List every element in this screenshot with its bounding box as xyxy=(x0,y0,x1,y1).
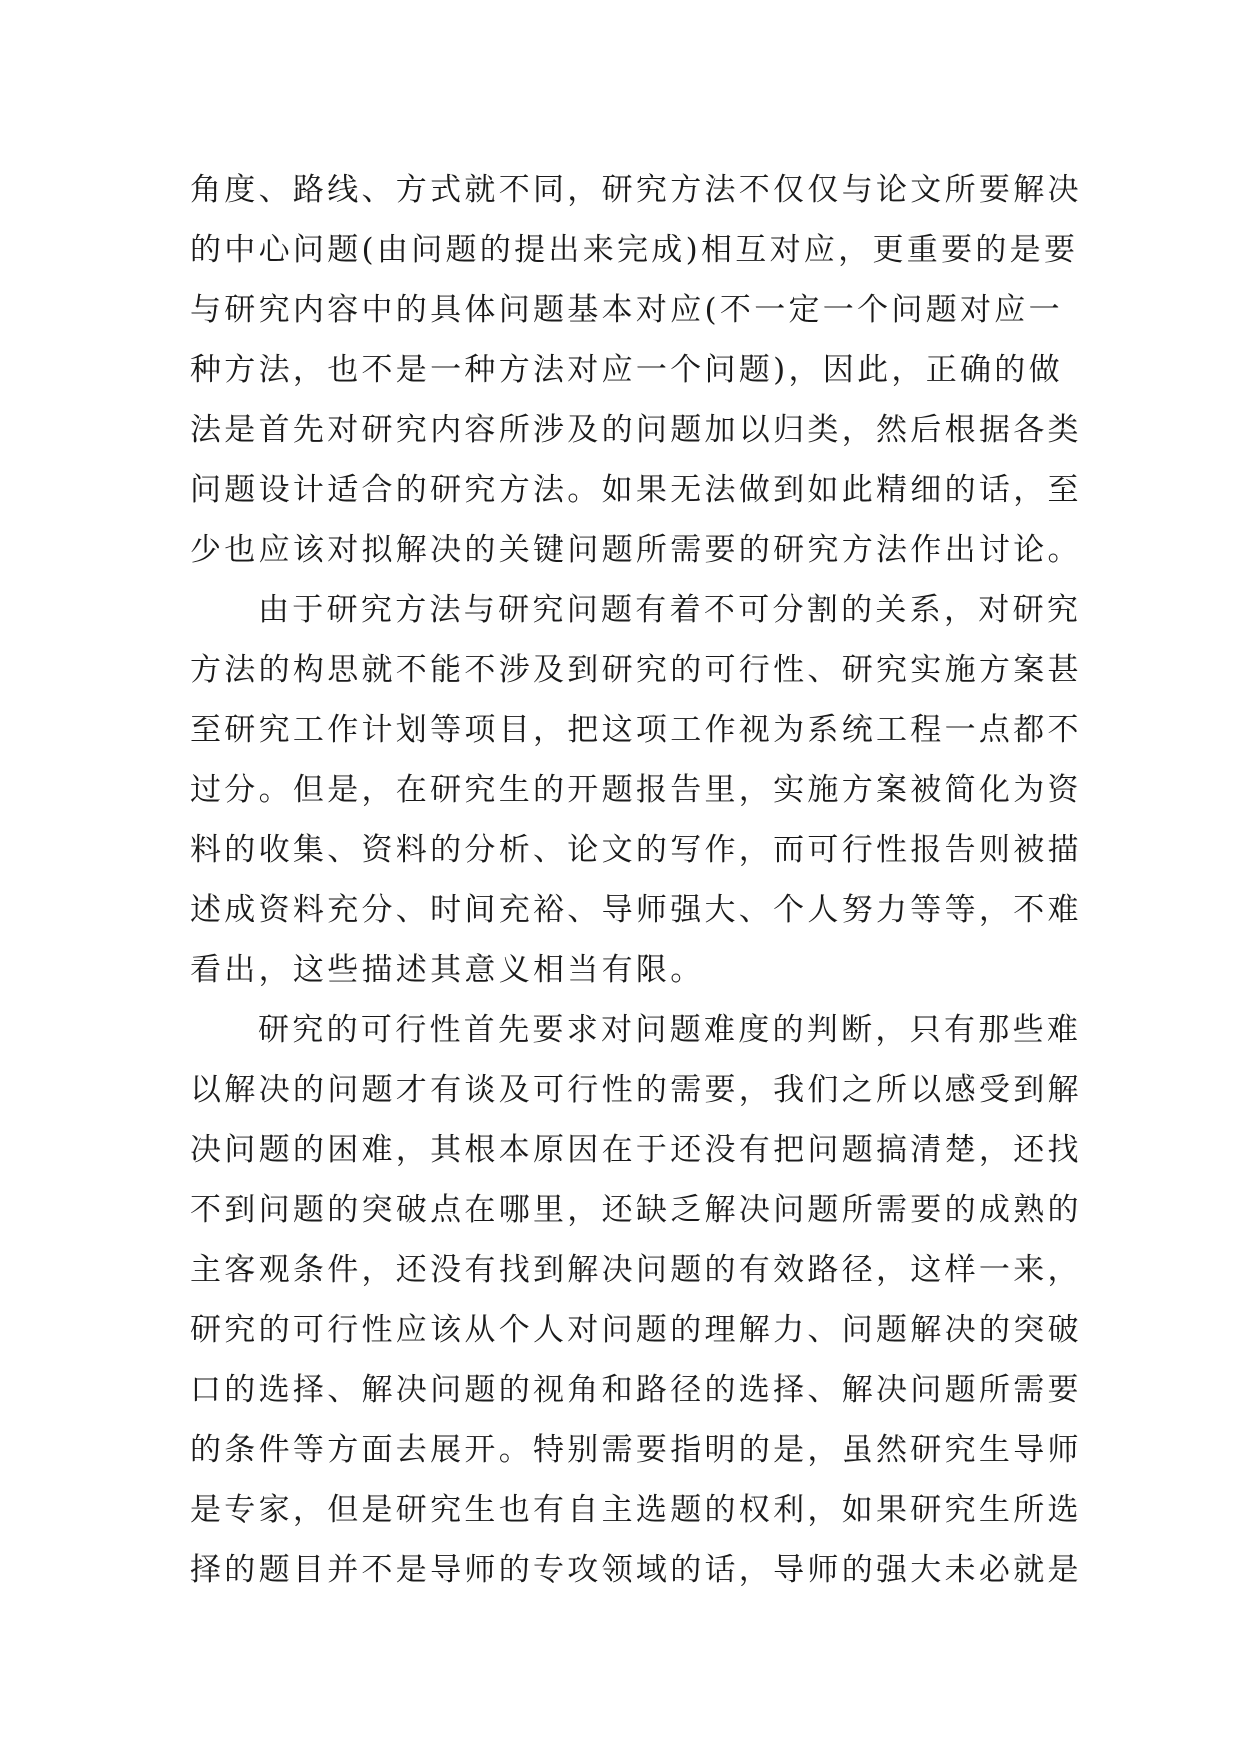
text-line: 口的选择、解决问题的视角和路径的选择、解决问题所需要 xyxy=(190,1372,1082,1408)
text-line: 研究的可行性应该从个人对问题的理解力、问题解决的突破 xyxy=(190,1312,1082,1348)
text-line: 的中心问题(由问题的提出来完成)相互对应，更重要的是要 xyxy=(190,232,1079,268)
text-line: 以解决的问题才有谈及可行性的需要，我们之所以感受到解 xyxy=(190,1072,1082,1108)
text-line: 不到问题的突破点在哪里，还缺乏解决问题所需要的成熟的 xyxy=(190,1192,1082,1228)
text-line: 由于研究方法与研究问题有着不可分割的关系，对研究 xyxy=(258,592,1082,628)
text-line: 择的题目并不是导师的专攻领域的话，导师的强大未必就是 xyxy=(190,1552,1082,1588)
text-line: 料的收集、资料的分析、论文的写作，而可行性报告则被描 xyxy=(190,832,1082,868)
text-line: 决问题的困难，其根本原因在于还没有把问题搞清楚，还找 xyxy=(190,1132,1082,1168)
paragraph-2 xyxy=(190,580,1082,1000)
text-line: 方法的构思就不能不涉及到研究的可行性、研究实施方案甚 xyxy=(190,652,1082,688)
text-line: 至研究工作计划等项目，把这项工作视为系统工程一点都不 xyxy=(190,712,1082,748)
text-line: 是专家，但是研究生也有自主选题的权利，如果研究生所选 xyxy=(190,1492,1082,1528)
text-line: 少也应该对拟解决的关键问题所需要的研究方法作出讨论。 xyxy=(190,532,1082,568)
text-line: 述成资料充分、时间充裕、导师强大、个人努力等等，不难 xyxy=(190,892,1082,928)
text-line: 的条件等方面去展开。特别需要指明的是，虽然研究生导师 xyxy=(190,1432,1082,1468)
body-text xyxy=(190,160,1082,1600)
text-line: 与研究内容中的具体问题基本对应(不一定一个问题对应一 xyxy=(190,292,1063,328)
text-line: 问题设计适合的研究方法。如果无法做到如此精细的话，至 xyxy=(190,472,1082,508)
paragraph-1 xyxy=(190,160,1082,580)
text-line: 种方法，也不是一种方法对应一个问题)，因此，正确的做 xyxy=(190,352,1063,388)
text-line: 过分。但是，在研究生的开题报告里，实施方案被简化为资 xyxy=(190,772,1082,808)
text-line: 看出，这些描述其意义相当有限。 xyxy=(190,952,705,988)
text-line: 主客观条件，还没有找到解决问题的有效路径，这样一来， xyxy=(190,1252,1082,1288)
text-line: 角度、路线、方式就不同，研究方法不仅仅与论文所要解决 xyxy=(190,172,1082,208)
paragraph-3 xyxy=(190,1000,1082,1600)
text-line: 研究的可行性首先要求对问题难度的判断，只有那些难 xyxy=(258,1012,1082,1048)
text-line: 法是首先对研究内容所涉及的问题加以归类，然后根据各类 xyxy=(190,412,1082,448)
